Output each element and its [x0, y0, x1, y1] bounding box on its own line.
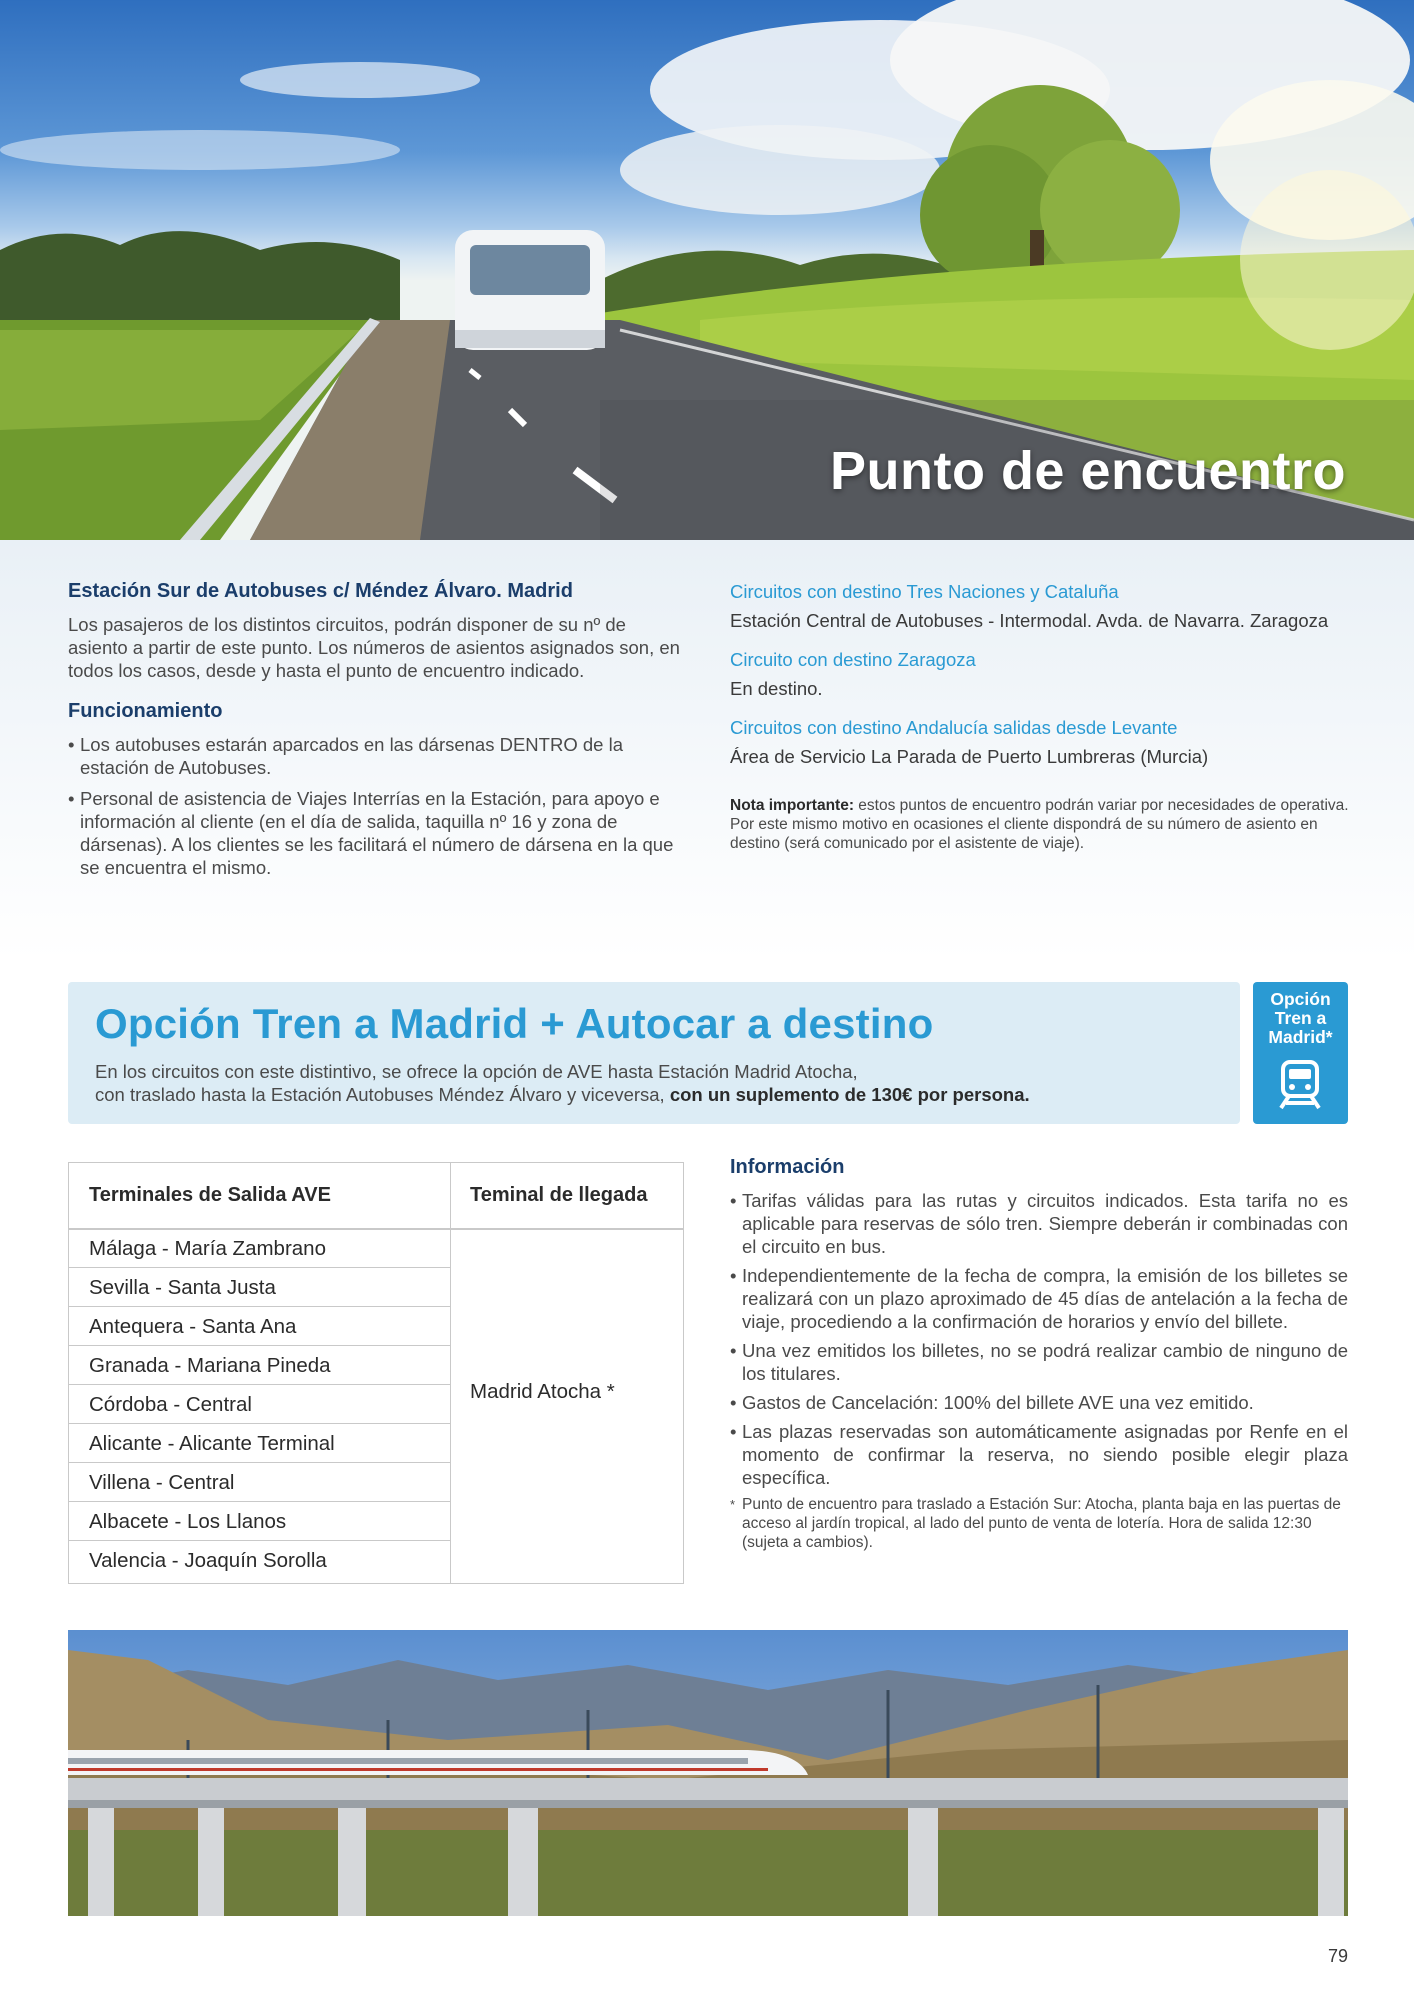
badge-label: Opción Tren a Madrid*	[1268, 989, 1333, 1047]
list-item: • Personal de asistencia de Viajes Interrías en la Estación, para apoyo e información al cliente (en el día de salida, taquilla nº 16 y zona de dársenas). A los clientes se les facilitará el número de dársena en la que se encuentra el mismo.	[68, 787, 688, 879]
arrival-terminal: Madrid Atocha *	[470, 1380, 615, 1403]
destinations-column	[730, 580, 1350, 853]
column-header-departure: Terminales de Salida AVE	[89, 1184, 331, 1206]
meeting-point-heading: Estación Sur de Autobuses c/ Méndez Álvaro. Madrid	[68, 580, 573, 602]
table-row: Granada - Mariana Pineda	[69, 1346, 450, 1385]
list-item: • Los autobuses estarán aparcados en las dársenas DENTRO de la estación de Autobuses.	[68, 733, 688, 779]
train-bridge-photo	[68, 1630, 1348, 1916]
page-number: 79	[1327, 1946, 1348, 1966]
page-title: Punto de encuentro	[829, 441, 1346, 501]
destination-value: Estación Central de Autobuses - Intermodal. Avda. de Navarra. Zaragoza	[730, 610, 1329, 631]
train-option-line2: con traslado hasta la Estación Autobuses Méndez Álvaro y viceversa,	[95, 1084, 670, 1105]
column-divider	[450, 1163, 451, 1583]
train-option-title: Opción Tren a Madrid + Autocar a destino	[95, 1000, 934, 1047]
list-item: • Independientemente de la fecha de compra, la emisión de los billetes se realizará con un plazo aproximado de 45 días de antelación a la fecha de viaje, procediendo a la confirmación de horarios y envío del billete.	[730, 1264, 1348, 1333]
destination-value: Área de Servicio La Parada de Puerto Lumbreras (Murcia)	[730, 746, 1209, 767]
list-item: • Una vez emitidos los billetes, no se podrá realizar cambio de ninguno de los titulares.	[730, 1339, 1348, 1385]
table-row: Córdoba - Central	[69, 1385, 450, 1424]
supplement-text: con un suplemento de 130€ por persona.	[669, 1084, 1030, 1105]
ave-terminals-table	[68, 1162, 684, 1584]
train-option-banner	[68, 982, 1240, 1124]
list-item: • Las plazas reservadas son automáticamente asignadas por Renfe en el momento de confirmar la reserva, no siendo posible elegir plaza específica.	[730, 1420, 1348, 1489]
table-header	[69, 1163, 683, 1230]
destination-label: Circuito con destino Zaragoza	[730, 649, 976, 670]
table-row: Albacete - Los Llanos	[69, 1502, 450, 1541]
train-option-badge	[1253, 982, 1348, 1124]
column-header-arrival: Teminal de llegada	[470, 1184, 648, 1206]
information-heading: Información	[730, 1156, 845, 1178]
destination-value: En destino.	[730, 678, 823, 699]
table-row: Antequera - Santa Ana	[69, 1307, 450, 1346]
information-list	[730, 1189, 1348, 1489]
train-bridge-illustration	[68, 1630, 1348, 1916]
table-row: Valencia - Joaquín Sorolla	[89, 1549, 327, 1572]
note-text: estos puntos de encuentro podrán variar por necesidades de operativa. Por este mismo motivo en ocasiones el cliente dispondrá de su número de asiento en destino (será comunicado por el asistente de viaje).	[730, 797, 1349, 852]
table-row: Alicante - Alicante Terminal	[69, 1424, 450, 1463]
table-row: Málaga - María Zambrano	[69, 1229, 450, 1268]
funcionamiento-list	[68, 733, 688, 879]
information-section	[730, 1156, 1348, 1552]
list-item: • Tarifas válidas para las rutas y circuitos indicados. Esta tarifa no es aplicable para reservas de sólo tren. Siempre deberán ir combinadas con el circuito en bus.	[730, 1189, 1348, 1258]
list-item: • Gastos de Cancelación: 100% del billete AVE una vez emitido.	[730, 1391, 1348, 1414]
funcionamiento-heading: Funcionamiento	[68, 700, 223, 722]
table-row: Villena - Central	[69, 1463, 450, 1502]
train-option-line1: En los circuitos con este distintivo, se ofrece la opción de AVE hasta Estación Madrid Atocha,	[95, 1061, 858, 1082]
train-icon	[1277, 1060, 1323, 1110]
destination-label: Circuitos con destino Andalucía salidas desde Levante	[730, 717, 1178, 738]
important-note	[730, 796, 1350, 853]
table-row: Sevilla - Santa Justa	[69, 1268, 450, 1307]
meeting-point-column	[68, 580, 688, 887]
footnote: * Punto de encuentro para traslado a Estación Sur: Atocha, planta baja en las puertas de acceso al jardín tropical, al lado del punto de venta de lotería. Hora de salida 12:30 (sujeta a cambios).	[730, 1495, 1348, 1552]
meeting-point-intro: Los pasajeros de los distintos circuitos, podrán disponer de su nº de asiento a partir de este punto. Los números de asientos asignados son, en todos los casos, desde y hasta el punto de encuentro indicado.	[68, 614, 680, 681]
note-label: Nota importante:	[730, 797, 854, 814]
train-option-description	[95, 1060, 1215, 1106]
hero-image	[0, 0, 1414, 540]
destination-label: Circuitos con destino Tres Naciones y Cataluña	[730, 581, 1119, 602]
